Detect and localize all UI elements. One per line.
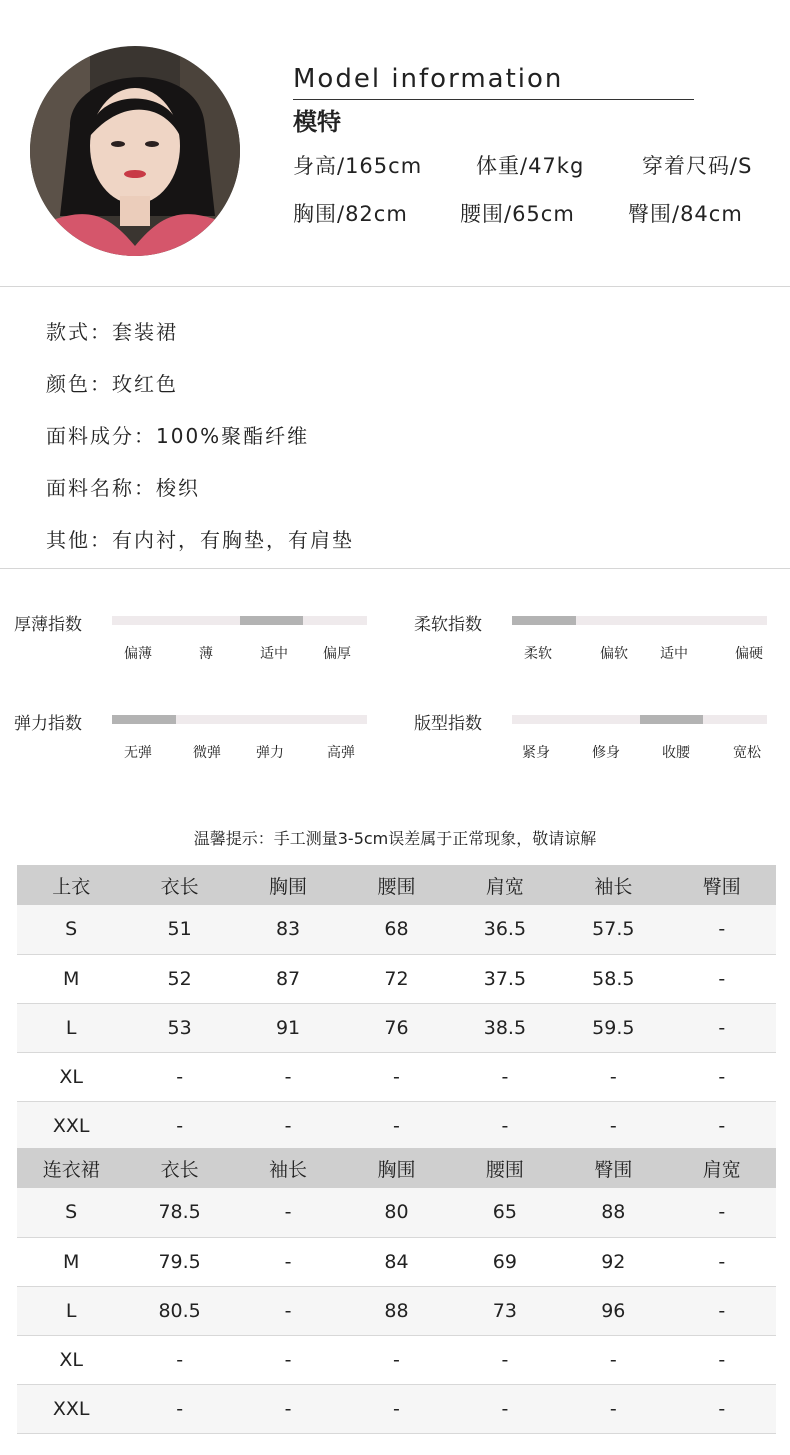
model-info-title: Model information	[293, 64, 564, 94]
table-cell: 79.5	[158, 1250, 201, 1273]
table-cell: -	[284, 1114, 292, 1137]
fit-index-label: 版型指数	[414, 714, 482, 734]
table-row	[17, 1237, 776, 1286]
table-header: 胸围	[342, 1148, 450, 1188]
size-label-cell: L	[65, 1016, 77, 1039]
table-cell: 52	[167, 967, 192, 990]
table-cell: 51	[167, 918, 192, 941]
softness-option: 偏软	[600, 646, 628, 662]
fit-option: 紧身	[522, 745, 550, 761]
table-row	[17, 1101, 776, 1150]
table-cell: 76	[384, 1016, 409, 1039]
table-cell: 80.5	[158, 1299, 201, 1322]
section-divider	[0, 568, 790, 569]
table-cell: -	[393, 1114, 400, 1137]
table-cell: -	[284, 1348, 292, 1371]
fit-option: 宽松	[733, 745, 761, 761]
table-cell: -	[718, 1250, 726, 1273]
table-cell: -	[718, 1201, 726, 1224]
model-waist: 腰围/65cm	[460, 202, 575, 226]
table-cell: 80	[384, 1201, 409, 1224]
table-header: 连衣裙	[17, 1148, 125, 1188]
size-label-cell: M	[63, 967, 80, 990]
table-cell: -	[501, 1065, 509, 1088]
table-header: 胸围	[234, 865, 342, 905]
softness-index-bar	[512, 616, 767, 625]
softness-option: 偏硬	[735, 646, 763, 662]
table-cell: 73	[492, 1299, 517, 1322]
table-cell: 69	[492, 1250, 517, 1273]
thickness-option: 偏薄	[124, 646, 152, 662]
table-row	[17, 1003, 776, 1052]
table-cell: 84	[384, 1250, 409, 1273]
elasticity-option: 高弹	[327, 745, 355, 761]
table-cell: -	[284, 1299, 292, 1322]
table-body	[17, 905, 776, 1150]
table-header: 腰围	[451, 1148, 559, 1188]
elasticity-index-label: 弹力指数	[14, 714, 82, 734]
title-underline	[293, 99, 694, 100]
table-cell: 58.5	[592, 967, 635, 990]
table-header-row	[17, 1148, 776, 1188]
table-cell: -	[176, 1348, 184, 1371]
size-label-cell: XXL	[52, 1397, 90, 1420]
table-cell: -	[393, 1065, 400, 1088]
table-cell: -	[718, 1016, 726, 1039]
table-cell: 65	[492, 1201, 517, 1224]
size-label-cell: S	[65, 918, 78, 941]
table-header: 肩宽	[451, 865, 559, 905]
table-cell: 78.5	[158, 1201, 201, 1224]
table-row	[17, 905, 776, 954]
table-cell: -	[609, 1114, 617, 1137]
table-cell: -	[718, 1065, 726, 1088]
section-divider	[0, 286, 790, 287]
spec-other: 其他：有内衬，有胸垫，有肩垫	[46, 528, 354, 552]
thickness-option: 薄	[199, 646, 213, 662]
table-header: 肩宽	[668, 1148, 776, 1188]
table-cell: -	[609, 1348, 617, 1371]
table-cell: -	[718, 1114, 726, 1137]
elasticity-option: 无弹	[124, 745, 152, 761]
table-cell: -	[718, 967, 726, 990]
table-cell: 96	[601, 1299, 626, 1322]
model-size: 穿着尺码/S	[642, 154, 753, 178]
top-size-table	[17, 865, 776, 1151]
spec-color: 颜色：玫红色	[46, 372, 178, 396]
spec-material: 面料成分：100%聚酯纤维	[46, 424, 310, 448]
table-row	[17, 1384, 776, 1433]
dress-size-table	[17, 1148, 776, 1434]
table-cell: -	[176, 1065, 184, 1088]
table-cell: -	[609, 1397, 617, 1420]
table-cell: 92	[601, 1250, 626, 1273]
table-cell: -	[284, 1250, 292, 1273]
table-header: 袖长	[559, 865, 667, 905]
table-cell: -	[718, 1299, 726, 1322]
table-cell: -	[609, 1065, 617, 1088]
table-cell: -	[718, 918, 726, 941]
table-cell: 37.5	[483, 967, 527, 990]
table-cell: 36.5	[483, 918, 527, 941]
size-label-cell: L	[65, 1299, 77, 1322]
table-header: 袖长	[234, 1148, 342, 1188]
table-cell: 91	[275, 1016, 301, 1039]
table-cell: -	[393, 1348, 400, 1371]
fit-index-bar	[512, 715, 767, 724]
table-row	[17, 1052, 776, 1101]
table-cell: -	[501, 1114, 509, 1137]
table-cell: -	[284, 1201, 292, 1224]
table-cell: 57.5	[592, 918, 635, 941]
table-cell: -	[176, 1114, 184, 1137]
model-weight: 体重/47kg	[476, 154, 585, 178]
model-height: 身高/165cm	[293, 154, 423, 178]
table-cell: -	[718, 1397, 726, 1420]
spec-fabric-name: 面料名称：梭织	[46, 476, 200, 500]
table-cell: -	[176, 1397, 184, 1420]
thickness-index-label: 厚薄指数	[14, 615, 82, 635]
table-cell: 72	[384, 967, 409, 990]
measurement-tip: 温馨提示：手工测量3-5cm误差属于正常现象，敬请谅解	[193, 829, 597, 848]
fit-option: 收腰	[662, 745, 690, 761]
table-body	[17, 1188, 776, 1433]
table-cell: 88	[601, 1201, 626, 1224]
thickness-option: 偏厚	[323, 646, 351, 662]
table-cell: -	[718, 1348, 726, 1371]
elasticity-option: 弹力	[256, 745, 284, 761]
model-info-subtitle: 模特	[293, 108, 341, 136]
table-cell: -	[284, 1397, 292, 1420]
thickness-index-bar	[112, 616, 367, 625]
thickness-option: 适中	[260, 646, 288, 662]
table-row	[17, 1188, 776, 1237]
table-cell: 53	[167, 1016, 192, 1039]
table-row	[17, 1335, 776, 1384]
table-cell: 59.5	[592, 1016, 635, 1039]
table-row	[17, 1286, 776, 1335]
table-header: 上衣	[17, 865, 125, 905]
table-header: 腰围	[342, 865, 450, 905]
table-cell: 68	[384, 918, 409, 941]
spec-style: 款式：套装裙	[46, 320, 178, 344]
table-header: 衣长	[125, 865, 233, 905]
table-header: 衣长	[125, 1148, 233, 1188]
size-label-cell: XL	[59, 1348, 84, 1371]
table-cell: -	[501, 1397, 509, 1420]
size-label-cell: S	[65, 1201, 78, 1224]
elasticity-index-fill	[112, 715, 176, 724]
size-label-cell: XXL	[52, 1114, 90, 1137]
size-label-cell: M	[63, 1250, 80, 1273]
elasticity-option: 微弹	[193, 745, 221, 761]
thickness-index-fill	[240, 616, 304, 625]
table-header: 臀围	[668, 865, 776, 905]
table-cell: -	[501, 1348, 509, 1371]
table-row	[17, 954, 776, 1003]
softness-option: 适中	[660, 646, 688, 662]
table-cell: 38.5	[483, 1016, 527, 1039]
elasticity-index-bar	[112, 715, 367, 724]
table-cell: 83	[275, 918, 301, 941]
fit-index-fill	[640, 715, 704, 724]
model-photo	[30, 46, 240, 256]
size-label-cell: XL	[59, 1065, 84, 1088]
table-cell: 88	[384, 1299, 409, 1322]
table-cell: -	[284, 1065, 292, 1088]
table-header: 臀围	[559, 1148, 667, 1188]
table-header-row	[17, 865, 776, 905]
softness-index-label: 柔软指数	[414, 615, 482, 635]
fit-option: 修身	[592, 745, 620, 761]
softness-index-fill	[512, 616, 576, 625]
softness-option: 柔软	[524, 646, 552, 662]
model-hip: 臀围/84cm	[628, 202, 743, 226]
model-bust: 胸围/82cm	[293, 202, 408, 226]
table-cell: 87	[275, 967, 301, 990]
table-cell: -	[393, 1397, 400, 1420]
